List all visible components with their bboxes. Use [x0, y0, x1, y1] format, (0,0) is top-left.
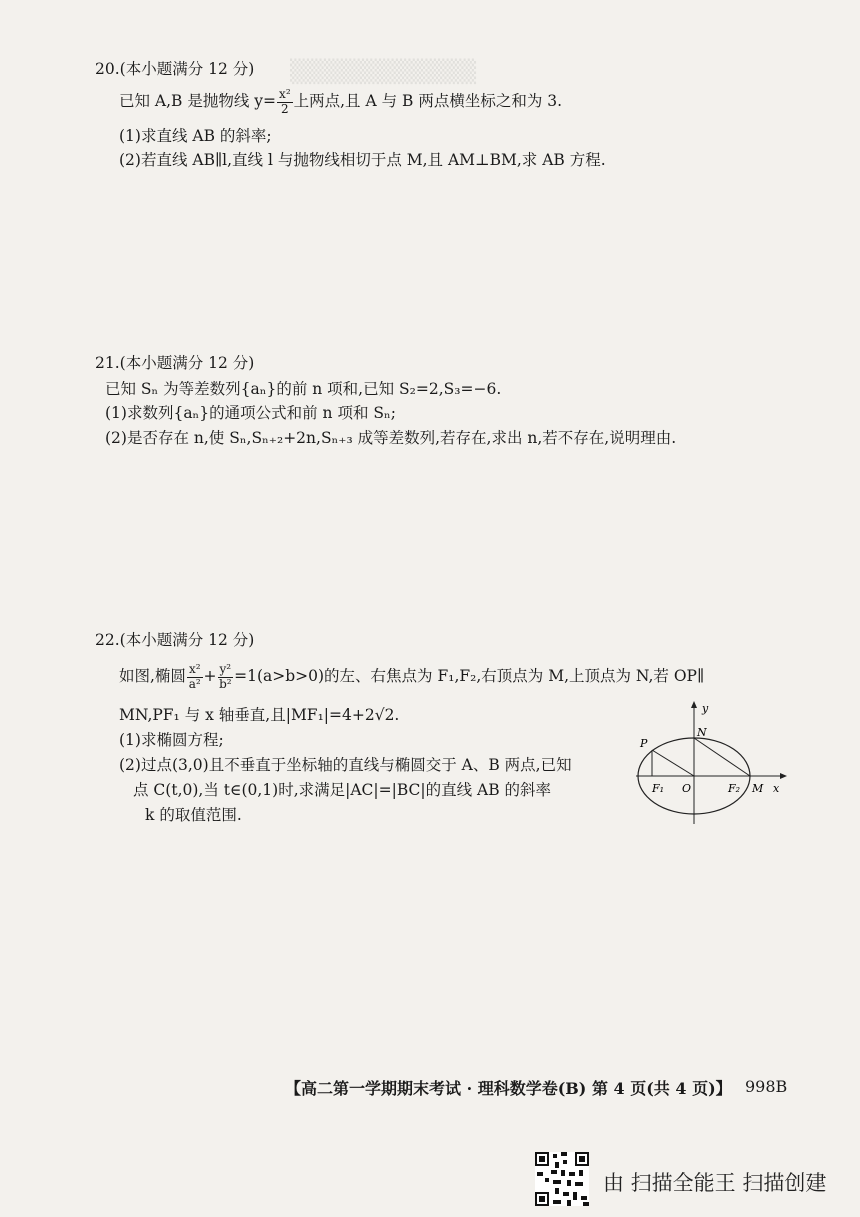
y-axis-arrow: [691, 701, 697, 708]
label-N: N: [697, 726, 707, 739]
label-F1: F₁: [652, 782, 665, 795]
bleed-through: ▒▒▒▒▒▒▒▒▒▒▒: [290, 60, 477, 85]
problem-21-part1: (1)求数列{aₙ}的通项公式和前 n 项和 Sₙ;: [105, 404, 396, 422]
scanner-watermark: 由 扫描全能王 扫描创建: [603, 1171, 827, 1195]
exam-code: 998B: [745, 1077, 788, 1096]
label-O: O: [682, 782, 692, 795]
label-F2: F₂: [728, 782, 741, 795]
qr-code-icon: [535, 1152, 589, 1206]
label-M: M: [752, 782, 764, 795]
ellipse-figure: [632, 700, 792, 830]
problem-21-stem: 已知 Sₙ 为等差数列{aₙ}的前 n 项和,已知 S₂=2,S₃=−6.: [105, 380, 502, 398]
problem-20-stem: 已知 A,B 是抛物线 y= $\frac{\text{x²}}{2}$ 上两点,且 A 与 B 两点横坐标之和为 3.: [119, 86, 563, 116]
problem-21-part2: (2)是否存在 n,使 Sₙ,Sₙ₊₂+2n,Sₙ₊₃ 成等差数列,若存在,求出 n,若不存在,说明理由.: [105, 429, 677, 447]
page-footer: 【高二第一学期期末考试 · 理科数学卷(B) 第 4 页(共 4 页)】: [285, 1079, 732, 1098]
label-y: y: [702, 702, 709, 715]
problem-20-header: 20.(本小题满分 12 分): [95, 60, 255, 78]
problem-20-part1: (1)求直线 AB 的斜率;: [119, 127, 272, 145]
problem-22-part2-line1: (2)过点(3,0)且不垂直于坐标轴的直线与椭圆交于 A、B 两点,已知: [119, 756, 572, 774]
label-x: x: [773, 782, 780, 795]
label-P: P: [640, 737, 648, 750]
problem-22-stem: 如图,椭圆 $\frac{\text{x²}}{\text{a²}}$ + $\frac{\text{y²}}{\text{b²}}$ =1(a>b>0)的左、右焦点为 F₁,F₂,右顶点为 M,上顶点为 N,若 OP∥: [119, 661, 705, 691]
segment-OP: [652, 750, 694, 776]
segment-MN: [694, 738, 750, 776]
fraction-x: $\frac{\text{x²}}{\text{a²}}$: [188, 661, 201, 691]
problem-22-header: 22.(本小题满分 12 分): [95, 631, 255, 649]
fraction: $\frac{\text{x²}}{2}$: [279, 86, 291, 116]
problem-22-part2-line3: k 的取值范围.: [145, 806, 242, 824]
problem-22-part2-line2: 点 C(t,0),当 t∈(0,1)时,求满足|AC|=|BC|的直线 AB 的斜率: [133, 781, 552, 799]
problem-20-part2: (2)若直线 AB∥l,直线 l 与抛物线相切于点 M,且 AM⊥BM,求 AB 方程.: [119, 151, 606, 169]
problem-22-stem-line2: MN,PF₁ 与 x 轴垂直,且|MF₁|=4+2√2.: [119, 706, 400, 724]
problem-21-header: 21.(本小题满分 12 分): [95, 354, 255, 372]
x-axis-arrow: [780, 773, 787, 779]
fraction-y: $\frac{\text{y²}}{\text{b²}}$: [219, 661, 232, 691]
problem-22-part1: (1)求椭圆方程;: [119, 731, 224, 749]
